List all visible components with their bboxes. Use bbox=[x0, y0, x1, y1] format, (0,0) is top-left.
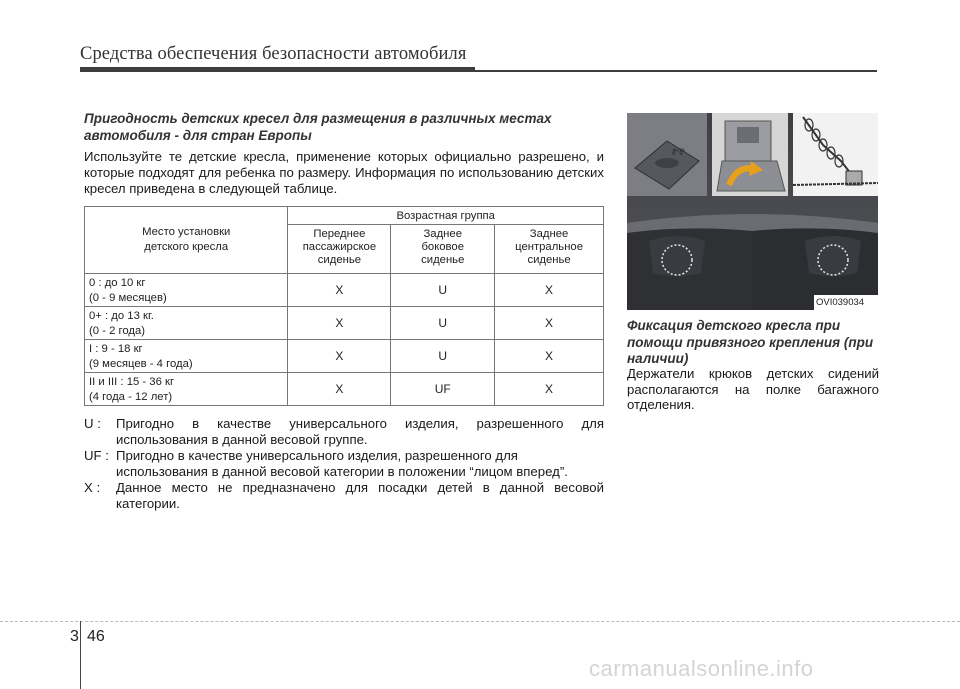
age-label: (0 - 2 года) bbox=[89, 325, 146, 337]
image-code-label: OVI039034 bbox=[816, 297, 865, 308]
age-group-header-cell: Возрастная группа bbox=[288, 207, 604, 225]
location-header-line1: Место установки bbox=[142, 226, 231, 238]
value-cell: X bbox=[495, 373, 604, 406]
age-label: (0 - 9 месяцев) bbox=[89, 292, 167, 304]
legend-text: Данное место не предназначено для посадки детей в данной весовой категории. bbox=[116, 480, 604, 511]
age-label: (9 месяцев - 4 года) bbox=[89, 358, 193, 370]
weight-label: II и III : 15 - 36 кг bbox=[89, 376, 175, 388]
legend-code: U : bbox=[84, 416, 101, 431]
age-label: (4 года - 12 лет) bbox=[89, 391, 173, 403]
legend-item-uf bbox=[84, 448, 604, 480]
legend-item-u bbox=[84, 416, 604, 448]
value-cell: UF bbox=[391, 373, 495, 406]
table-header-row bbox=[85, 207, 604, 225]
value-cell: X bbox=[288, 307, 391, 340]
weight-label: 0 : до 10 кг bbox=[89, 277, 146, 289]
table-row bbox=[85, 340, 604, 373]
value-cell: U bbox=[391, 274, 495, 307]
table-row bbox=[85, 307, 604, 340]
position-line: боковое bbox=[421, 241, 464, 253]
position-line: пассажирское bbox=[302, 241, 377, 253]
legend-item-x bbox=[84, 480, 604, 512]
location-header-cell bbox=[85, 207, 288, 274]
legend-code: UF : bbox=[84, 448, 109, 463]
value-cell: X bbox=[288, 274, 391, 307]
left-column bbox=[84, 110, 604, 512]
position-line: сиденье bbox=[527, 254, 571, 266]
position-header-rear-outboard bbox=[391, 225, 495, 274]
site-watermark: carmanualsonline.info bbox=[589, 656, 814, 681]
value-cell: U bbox=[391, 307, 495, 340]
position-header-rear-center bbox=[495, 225, 604, 274]
legend-text: Пригодно в качестве универсального изделия, разрешенного для использования в данной весовой группе. bbox=[116, 416, 604, 447]
intro-paragraph: Используйте те детские кресла, применение которых официально разрешено, и которые подходят для ребенка по размеру. Информация по использованию детских кресел приведена в следующей таблице. bbox=[84, 149, 604, 196]
footer-page-rule bbox=[80, 621, 81, 689]
value-cell: X bbox=[288, 373, 391, 406]
position-line: Переднее bbox=[313, 228, 366, 240]
tether-section-body: Держатели крюков детских сидений располагаются на полке багажного отделения. bbox=[627, 366, 879, 412]
header-rule-thick bbox=[80, 67, 475, 72]
value-cell: X bbox=[495, 307, 604, 340]
legend-text: Пригодно в качестве универсального изделия, разрешенного для использования в данной весовой категории в положении “лицом вперед”. bbox=[116, 448, 568, 479]
position-line: Заднее bbox=[423, 228, 462, 240]
value-cell: X bbox=[288, 340, 391, 373]
value-cell: U bbox=[391, 340, 495, 373]
weight-label: 0+ : до 13 кг. bbox=[89, 310, 154, 322]
value-cell: X bbox=[495, 340, 604, 373]
header-rule-thin bbox=[475, 70, 877, 72]
tether-section-title: Фиксация детского кресла при помощи привязного крепления (при наличии) bbox=[627, 318, 874, 366]
section-title-line1: Пригодность детских кресел для размещения в различных местах bbox=[84, 111, 552, 126]
chapter-number: 3 bbox=[70, 628, 79, 645]
position-line: сиденье bbox=[317, 254, 362, 266]
legend bbox=[84, 416, 604, 512]
table-row bbox=[85, 274, 604, 307]
position-line: центральное bbox=[515, 241, 583, 253]
weight-group-cell bbox=[85, 373, 288, 406]
weight-label: I : 9 - 18 кг bbox=[89, 343, 143, 355]
location-header-line2: детского кресла bbox=[144, 241, 229, 253]
position-line: сиденье bbox=[421, 254, 465, 266]
tether-anchor-illustration bbox=[627, 113, 878, 310]
section-header-title: Средства обеспечения безопасности автомобиля bbox=[80, 44, 467, 64]
legend-code: X : bbox=[84, 480, 101, 495]
section-title-line2: автомобиля - для стран Европы bbox=[84, 128, 312, 143]
weight-group-cell bbox=[85, 274, 288, 307]
weight-group-cell bbox=[85, 340, 288, 373]
weight-group-cell bbox=[85, 307, 288, 340]
position-header-front bbox=[288, 225, 391, 274]
table-row bbox=[85, 373, 604, 406]
value-cell: X bbox=[495, 274, 604, 307]
footer-divider bbox=[0, 621, 960, 622]
tether-anchor-photo bbox=[627, 113, 878, 310]
svg-text:ᏑᏈ: ᏑᏈ bbox=[672, 147, 685, 157]
position-line: Заднее bbox=[529, 228, 569, 240]
child-seat-suitability-table bbox=[84, 206, 604, 406]
page-number: 46 bbox=[87, 628, 105, 645]
section-title bbox=[84, 110, 604, 144]
